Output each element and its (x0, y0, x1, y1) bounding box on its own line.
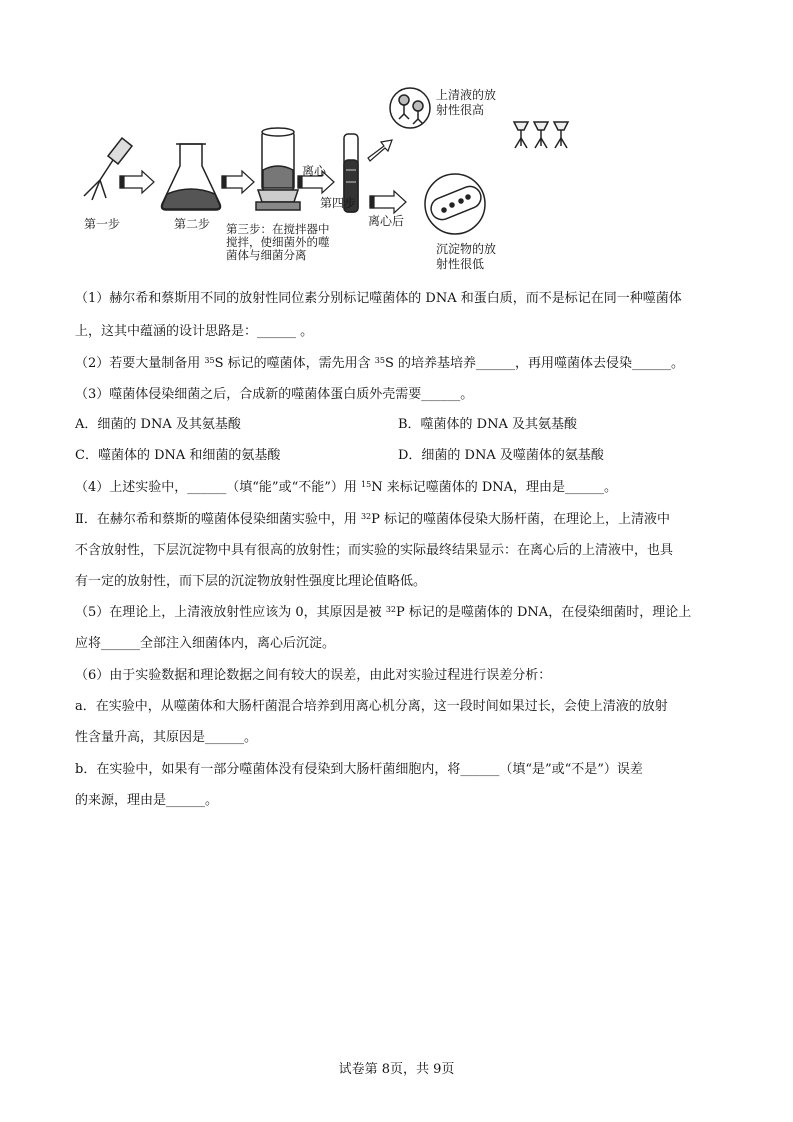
q5-line2: 应将______全部注入细菌体内，离心后沉淀。 (75, 636, 336, 651)
q6-line: （6）由于实验数据和理论数据之间有较大的误差，由此对实验过程进行误差分析： (75, 668, 552, 683)
option-c: C．噬菌体的 DNA 和细菌的氨基酸 (75, 448, 281, 463)
label-supernatant: 上清液的放 射性很高 (436, 88, 497, 117)
flask-icon (162, 144, 221, 210)
phage-group-icon (514, 122, 568, 148)
q6a-line2: 性含量升高，其原因是______。 (75, 730, 258, 745)
q1-line2: 上，这其中蕴涵的设计思路是：______ 。 (75, 324, 314, 339)
q1-line1: （1）赫尔希和蔡斯用不同的放射性同位素分别标记噬菌体的 DNA 和蛋白质，而不是标记在同一种噬菌体 (75, 291, 682, 306)
q6b-line2: 的来源，理由是______。 (75, 793, 219, 808)
q4-line: （4）上述实验中，______（填“能”或“不能”）用 $^{15}$N 来标记噬菌体的 DNA，理由是______。 (75, 480, 618, 495)
experiment-diagram (70, 78, 730, 278)
label-after-centrifuge: 离心后 (368, 214, 405, 228)
sediment-bacterium-icon (425, 174, 485, 234)
label-step1: 第一步 (84, 217, 121, 231)
part2-line3: 有一定的放射性，而下层的沉淀物放射性强度比理论值略低。 (75, 574, 427, 589)
phage-icon (84, 138, 132, 200)
arrow-step1-icon (120, 171, 154, 193)
page-footer: 试卷第 8页，共 9页 (338, 1062, 455, 1077)
label-step2: 第二步 (174, 217, 211, 231)
q5-line1: （5）在理论上，上清液放射性应该为 0，其原因是被 $^{32}$P 标记的是噬菌体的 DNA，在侵染细菌时，理论上 (75, 605, 692, 620)
q2-line: （2）若要大量制备用 $^{35}$S 标记的噬菌体，需先用含 $^{35}$S 的培养基培养______，再用噬菌体去侵染______。 (75, 356, 684, 371)
arrow-up-icon (368, 140, 392, 161)
part2-line2: 不含放射性，下层沉淀物中具有很高的放射性；而实验的实际最终结果显示：在离心后的上清液中，也具 (75, 543, 674, 558)
label-step3: 第三步：在搅拌器中 搅拌，使细菌外的噬 菌体与细菌分离 (226, 222, 330, 262)
q6a-line1: a．在实验中，从噬菌体和大肠杆菌混合培养到用离心机分离，这一段时间如果过长，会使上清液的放射 (75, 699, 668, 714)
option-d: D．细菌的 DNA 及噬菌体的氨基酸 (398, 448, 604, 463)
label-centrifuge: 离心 (302, 164, 327, 178)
option-a: A．细菌的 DNA 及其氨基酸 (75, 417, 241, 432)
arrow-right-icon (370, 191, 406, 213)
option-b: B．噬菌体的 DNA 及其氨基酸 (398, 417, 578, 432)
part2-line1: Ⅱ．在赫尔希和蔡斯的噬菌体侵染细菌实验中，用 $^{32}$P 标记的噬菌体侵染大肠杆菌，在理论上，上清液中 (75, 512, 671, 527)
experiment-diagram-graphic (70, 78, 730, 278)
q6b-line1: b．在实验中，如果有一部分噬菌体没有侵染到大肠杆菌细胞内，将______（填“是”或“不是”）误差 (75, 762, 643, 777)
q3-line: （3）噬菌体侵染细菌之后，合成新的噬菌体蛋白质外壳需要______。 (75, 387, 474, 402)
supernatant-phages-icon (390, 88, 430, 128)
label-sediment: 沉淀物的放 射性很低 (436, 242, 497, 271)
arrow-step2-icon (222, 171, 254, 193)
blender-icon (256, 128, 300, 210)
label-step4: 第四步 (320, 196, 357, 210)
